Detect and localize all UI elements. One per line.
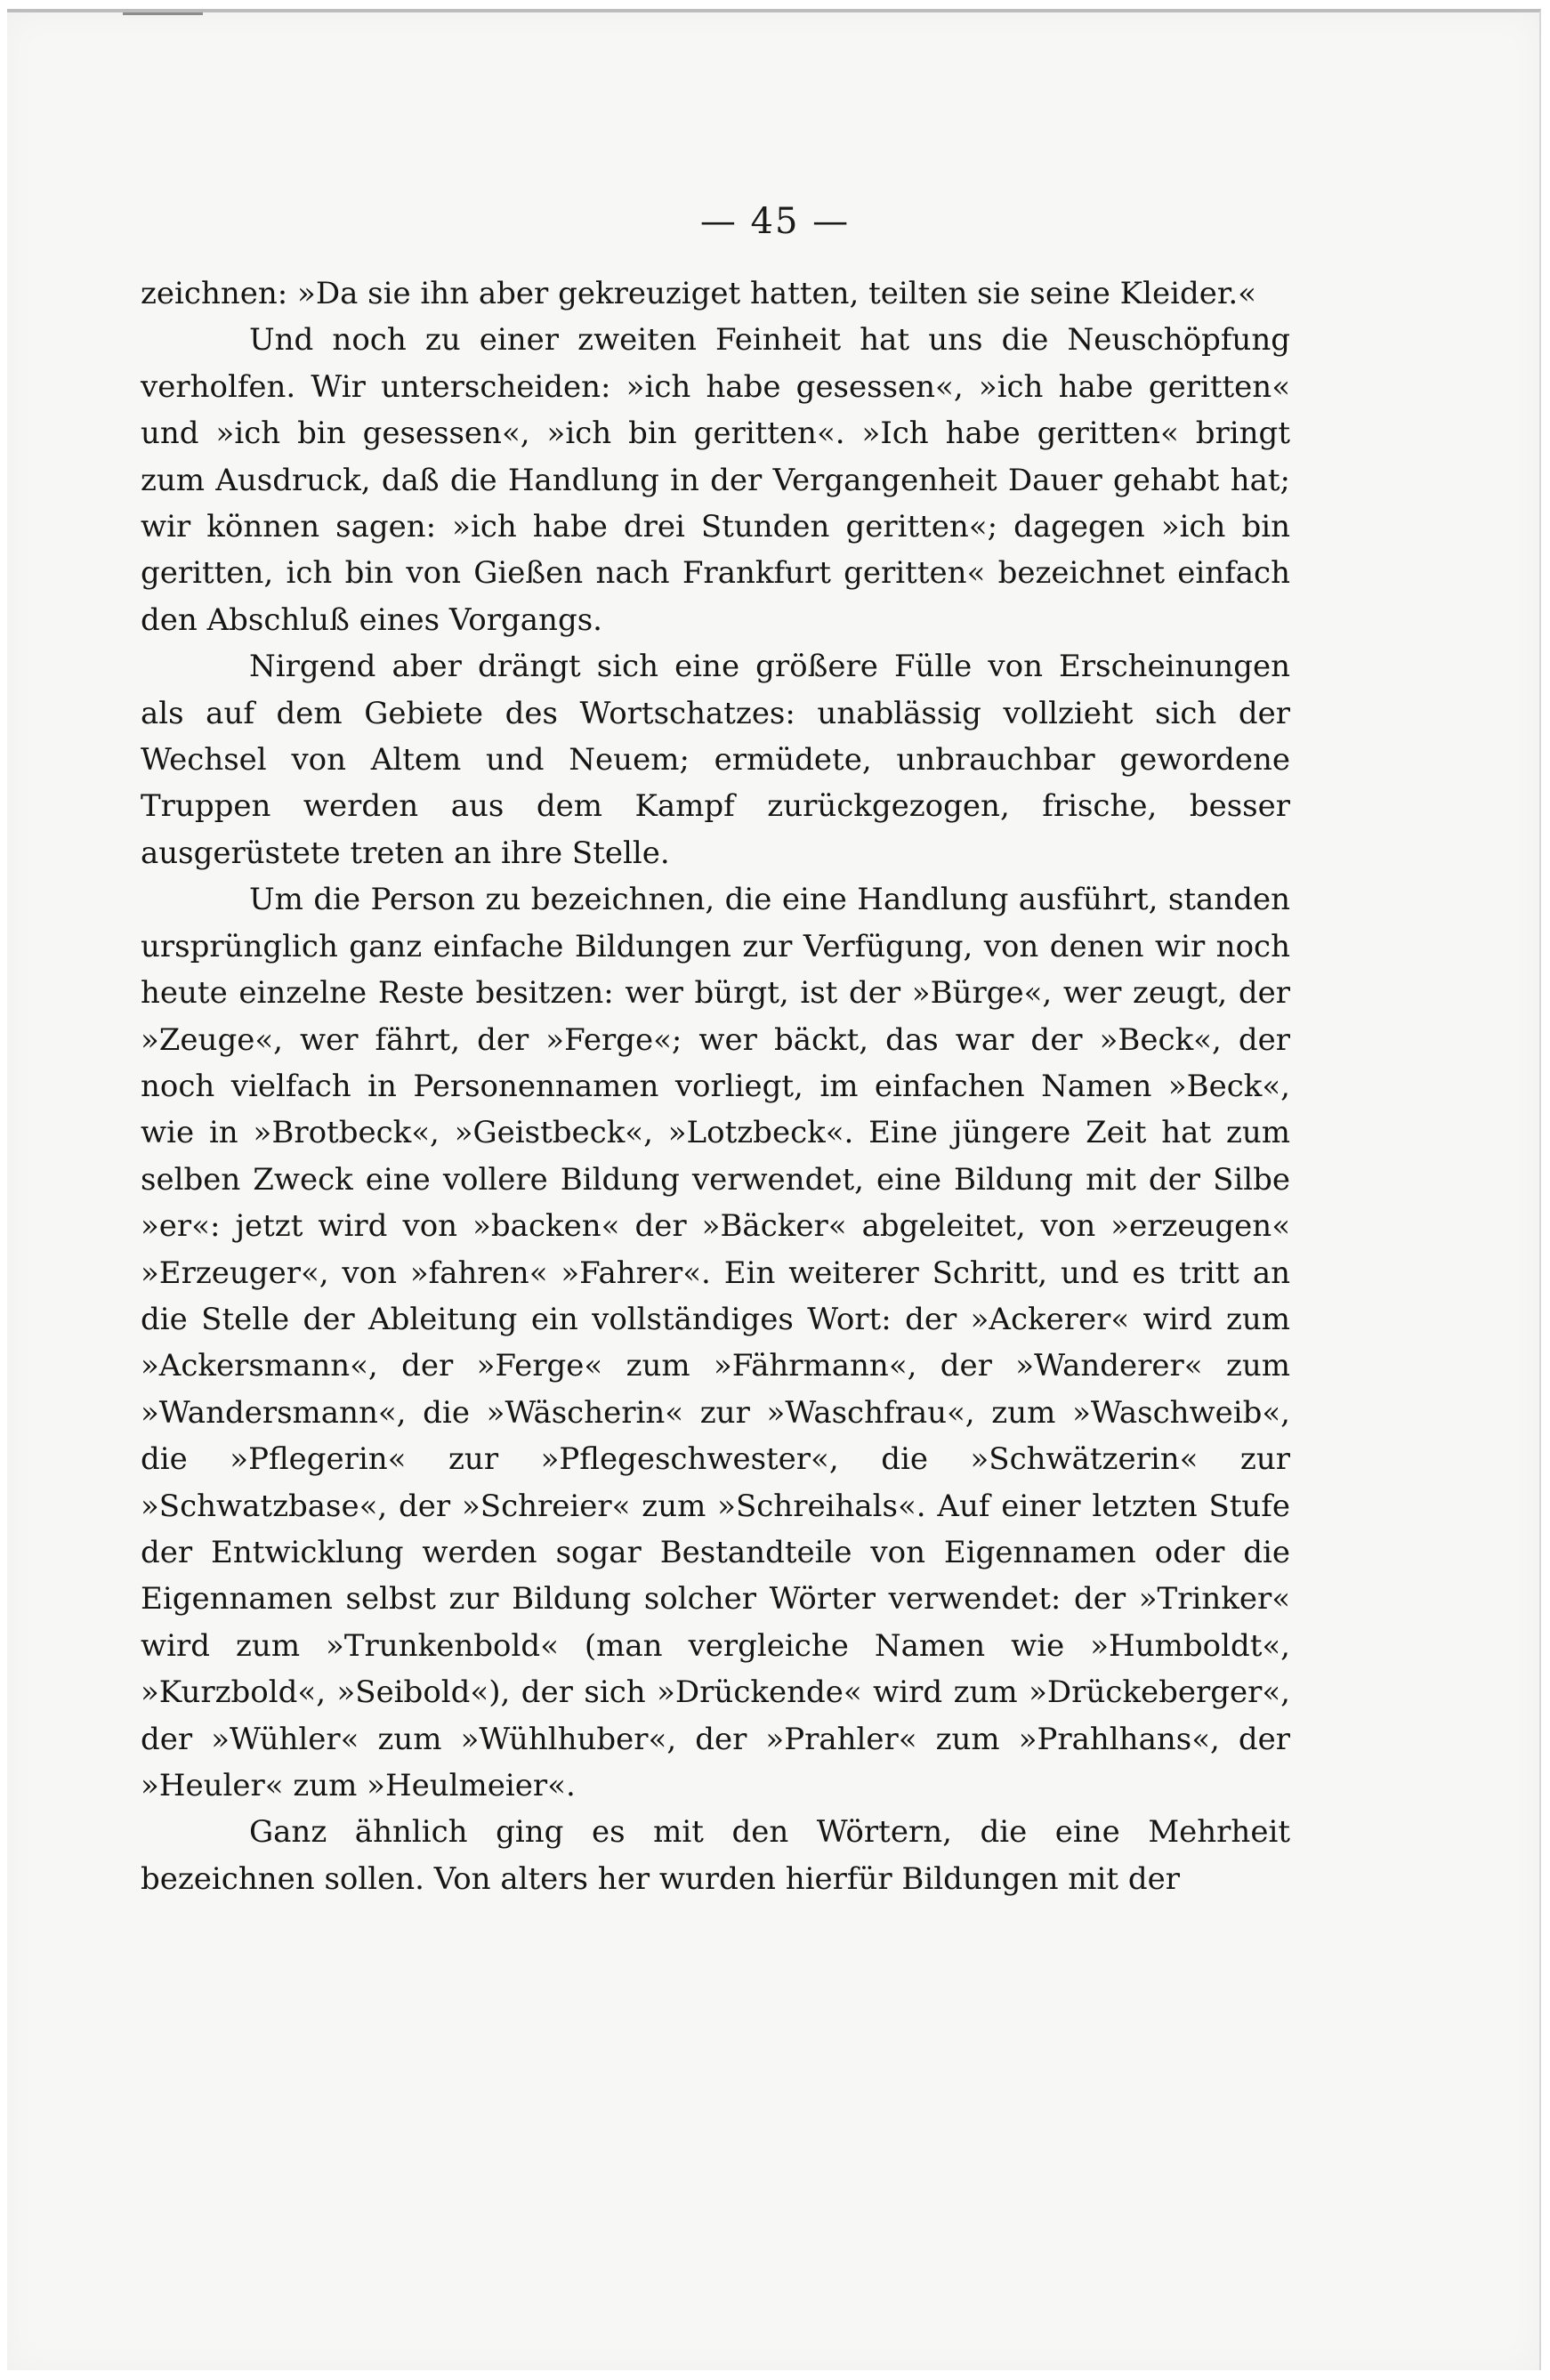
paragraph: Und noch zu einer zweiten Feinheit hat uns die Neuschöpfung verholfen. Wir unterscheiden: »ich habe gesessen«, »ich habe geritten« und »ich bin gesessen«, »ich bin geritten«. »Ich habe geritten« bringt zum Ausdruck, daß die Handlung in der Vergangenheit Dauer gehabt hat; wir können sagen: »ich habe drei Stunden geritten«; dagegen »ich bin geritten, ich bin von Gießen nach Frankfurt geritten« bezeichnet einfach den Abschluß eines Vorgangs. (141, 322, 1290, 638)
paragraph: Um die Person zu bezeichnen, die eine Handlung ausführt, standen ursprünglich ganz einfache Bildungen zur Verfügung, von denen wir noch heute einzelne Reste besitzen: wer bürgt, ist der »Bürge«, wer zeugt, der »Zeuge«, wer fährt, der »Ferge«; wer bäckt, das war der »Beck«, der noch vielfach in Personennamen vorliegt, im einfachen Namen »Beck«, wie in »Brotbeck«, »Geistbeck«, »Lotzbeck«. Eine jüngere Zeit hat zum selben Zweck eine vollere Bildung verwendet, eine Bildung mit der Silbe »er«: jetzt wird von »backen« der »Bäcker« abgeleitet, von »erzeugen« »Erzeuger«, von »fahren« »Fahrer«. Ein weiterer Schritt, und es tritt an die Stelle der Ableitung ein vollständiges Wort: der »Ackerer« wird zum »Ackersmann«, der »Ferge« zum »Fährmann«, der »Wanderer« zum »Wandersmann«, die »Wäscherin« zur »Waschfrau«, zum »Waschweib«, die »Pflegerin« zur »Pflegeschwester«, die »Schwätzerin« zur »Schwatzbase«, der »Schreier« zum »Schreihals«. Auf einer letzten Stufe der Entwicklung werden sogar Bestandteile von Eigennamen oder die Eigennamen selbst zur Bildung solcher Wörter verwendet: der »Trinker« wird zum »Trunkenbold« (man vergleiche Namen wie »Humboldt«, »Kurzbold«, »Seibold«), der sich »Drückende« wird zum »Drückeberger«, der »Wühler« zum »Wühlhuber«, der »Prahler« zum »Prahlhans«, der »Heuler« zum »Heulmeier«. (141, 882, 1290, 1803)
paragraph: Nirgend aber drängt sich eine größere Fülle von Erscheinungen als auf dem Gebiete des Wortschatzes: unablässig vollzieht sich der Wechsel von Altem und Neuem; ermüdete, unbrauchbar gewordene Truppen werden aus dem Kampf zurückgezogen, frische, besser ausgerüstete treten an ihre Stelle. (141, 649, 1290, 871)
scan-edge-mark (123, 12, 203, 24)
body-text (141, 270, 1290, 1902)
paragraph-continuation: zeichnen: »Da sie ihn aber gekreuziget hatten, teilten sie seine Kleider.« (141, 276, 1256, 311)
page-number: — 45 — (699, 201, 851, 242)
paragraph: Ganz ähnlich ging es mit den Wörtern, die eine Mehrheit bezeichnen sollen. Von alters her wurden hierfür Bildungen mit der (141, 1814, 1290, 1897)
